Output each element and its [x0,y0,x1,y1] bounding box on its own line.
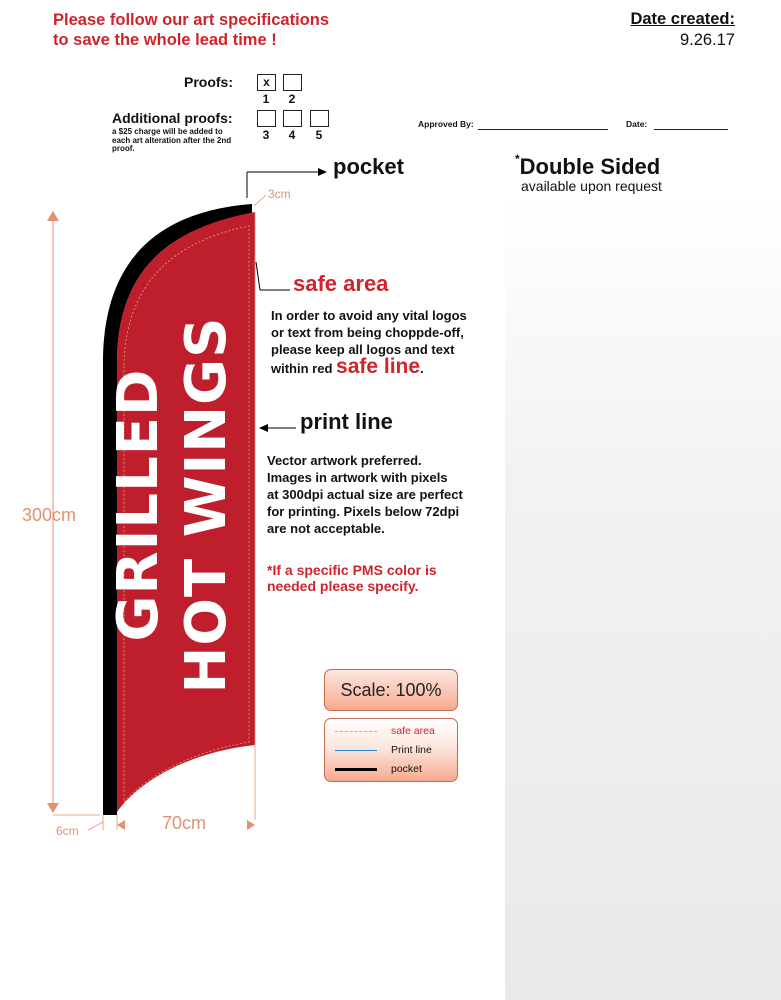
double-sided-star: * [515,152,520,166]
proof-number-5: 5 [315,128,323,142]
safe-area-line-4: within red [271,361,333,376]
height-label: 300cm [22,505,77,525]
scale-badge: Scale: 100% [324,669,458,711]
pms-line-1: *If a specific PMS color is [267,562,437,578]
artwork-line-1: Vector artwork preferred. [267,453,422,468]
pms-note [267,562,487,594]
approval-date-label: Date: [626,119,648,129]
width-arrow-left [117,820,125,830]
safe-area-line-3: please keep all logos and text [271,342,455,357]
proof-number-4: 4 [288,128,296,142]
additional-proofs-label: Additional proofs: [112,110,233,126]
width-arrow-right [247,820,255,830]
pms-line-2: needed please specify. [267,578,419,594]
pocket-title: pocket [333,154,404,179]
artwork-line-3: at 300dpi actual size are perfect [267,487,463,502]
proof-number-3: 3 [262,128,270,142]
legend-pocket-label: pocket [391,763,422,775]
pocket-dim-label: 3cm [268,187,291,201]
flag-text-line-2: HOT WINGS [174,316,239,694]
safe-area-period: . [420,361,424,376]
safe-area-text [271,307,501,377]
width-label: 70cm [162,813,207,833]
artwork-line-4: for printing. Pixels below 72dpi [267,504,460,519]
line-legend [324,718,458,782]
legend-print-line-label: Print line [391,744,432,756]
height-arrow-top [47,211,59,221]
artwork-line-5: are not acceptable. [267,521,385,536]
legend-item-safe-area [325,723,457,739]
pole-width-label: 6cm [56,824,79,838]
double-sided-subtitle: available upon request [521,178,662,194]
flag-text-line-1: GRILLED [106,368,171,642]
legend-safe-area-swatch [335,731,377,732]
safe-area-title: safe area [293,271,389,296]
print-line-title: print line [300,409,393,434]
legend-item-pocket [325,761,457,777]
safe-area-line-1: In order to avoid any vital logos [271,308,467,323]
double-sided-text: Double Sided [519,154,661,179]
notice-line-1: Please follow our art specifications [53,11,329,29]
approved-by-label: Approved By: [418,119,474,129]
proof-number-2: 2 [288,92,296,106]
proof-number-1: 1 [262,92,270,106]
artwork-line-2: Images in artwork with pixels [267,470,448,485]
double-sided-title [515,154,660,180]
legend-safe-area-label: safe area [391,725,435,737]
safe-area-line-2: or text from being choppde-off, [271,325,464,340]
legend-pocket-swatch [335,768,377,771]
height-arrow-bottom [47,803,59,813]
artwork-requirements [267,452,497,537]
legend-item-print-line [325,742,457,758]
notice-line-2: to save the whole lead time ! [53,31,277,49]
date-created-label: Date created: [630,10,735,28]
date-created-value: 9.26.17 [679,31,735,49]
safe-line-emphasis: safe line [336,355,421,378]
proof-checkbox-1[interactable]: x [257,74,276,91]
legend-print-line-swatch [335,750,377,751]
additional-proofs-note: a $25 charge will be added to each art alteration after the 2nd proof. [112,127,232,153]
proofs-label: Proofs: [184,74,233,90]
